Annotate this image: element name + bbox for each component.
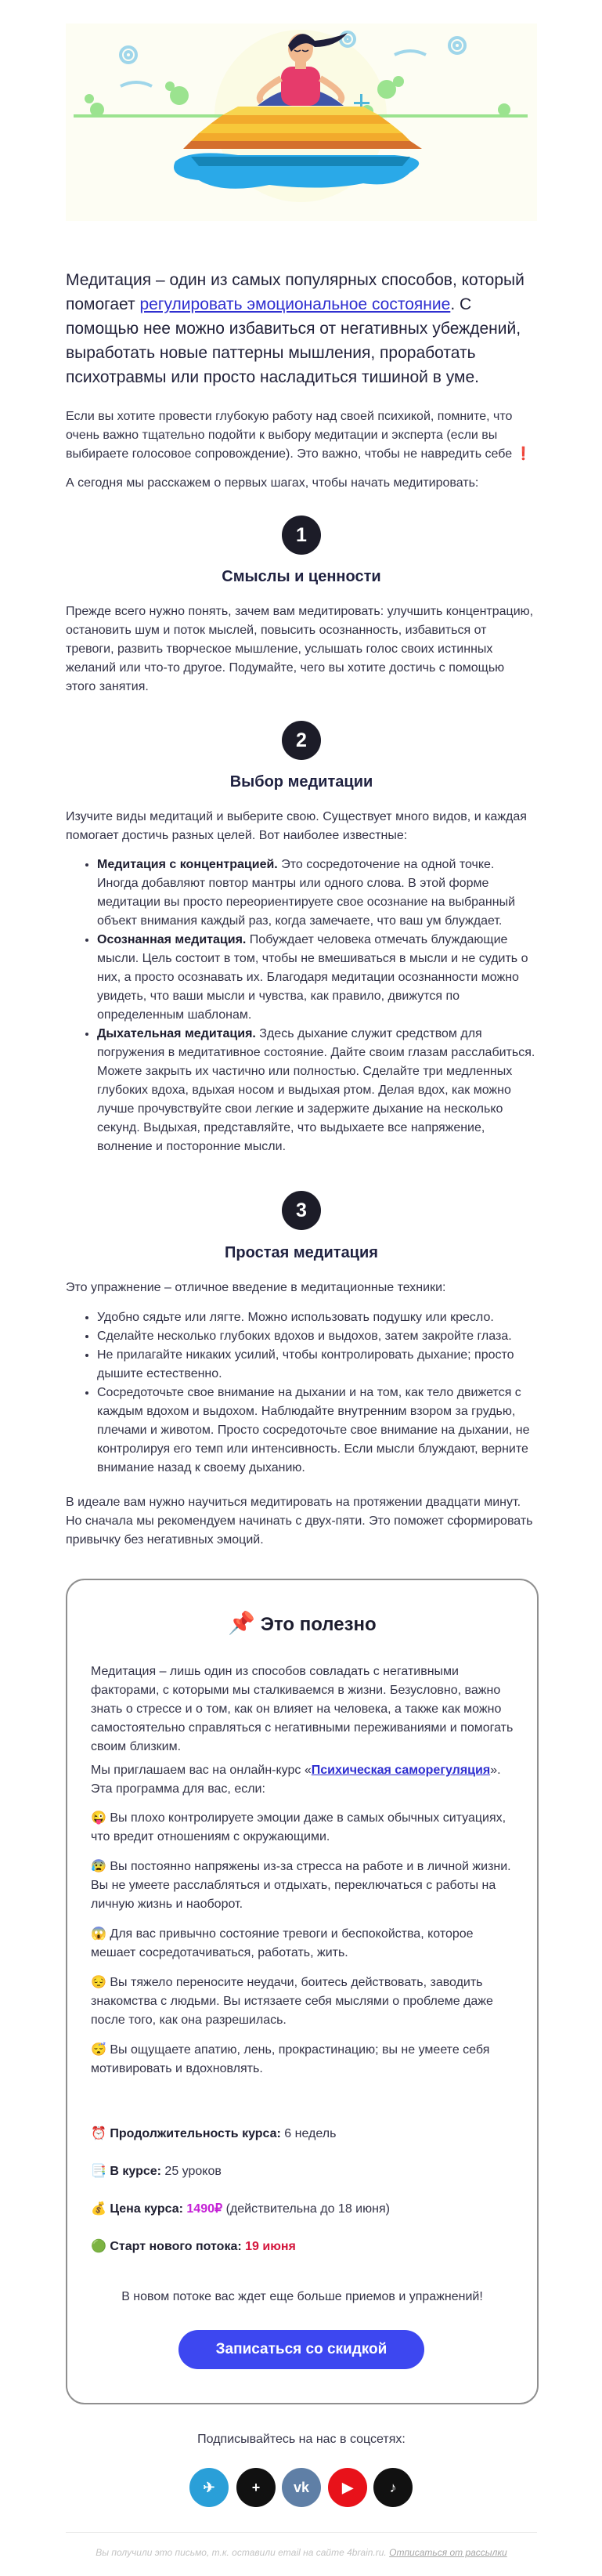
invite-text-start: Мы приглашаем вас на онлайн-курс «: [91, 1764, 312, 1777]
pensive-face-icon: 😔: [91, 1976, 106, 1989]
list-item-text: Здесь дыхание служит средством для погружения в медитативное состояние. Дайте своим глазам расслабиться. Можете закрыть их частично или полностью. Сделайте три медленных глубоких вдоха, вдыхая носом и выдыхая ртом. Делая вдох, как можно лучше прочувствуйте свои легкие и задержите дыхание на несколько секунд. Выдыхая, представляйте, что выдыхаете все напряжение, волнение и посторонние мысли.: [97, 1027, 535, 1153]
list-item-text: Побуждает человека отмечать блуждающие мысли. Цель состоит в том, чтобы не вмешиваться в мысли и не судить о них, а просто осознавать их. Благодаря медитации осознанности можно увидеть, что ваши мысли и чувства, как правило, движутся по определенным шаблонам.: [97, 933, 528, 1022]
list-item: • Удобно сядьте или лягте. Можно использовать подушку или кресло.: [97, 1308, 537, 1327]
list-item: [97, 1025, 537, 1156]
tiktok-icon[interactable]: ♪: [373, 2468, 413, 2507]
lead-text-end: . С помощью нее можно избавиться от негативных убеждений, выработать новые паттерны мышления, проработать психотравмы или просто насладиться тишиной в уме.: [66, 295, 521, 386]
lead-text-start: Медитация – один из самых популярных способов, который помогает: [66, 271, 524, 313]
card-point: [91, 1974, 514, 2030]
sleeping-face-icon: 😴: [91, 2043, 106, 2057]
list-item: [97, 931, 537, 1025]
list-item: • Не прилагайте никаких усилий, чтобы контролировать дыхание; просто дышите естественно.: [97, 1346, 537, 1384]
course-link[interactable]: Психическая саморегуляция: [311, 1764, 491, 1777]
step-number-2: 2: [282, 721, 321, 760]
vk-icon[interactable]: vk: [282, 2468, 321, 2507]
pin-icon: 📌: [228, 1611, 256, 1635]
course-start: [91, 2238, 296, 2256]
section-title-choice: Выбор медитации: [229, 773, 373, 791]
course-duration: [91, 2125, 336, 2144]
lead-paragraph: [66, 268, 537, 389]
card-point-text: Вы плохо контролируете эмоции даже в самых обычных ситуациях, что вредит отношениям с окружающими.: [91, 1811, 506, 1843]
card-point: [91, 1858, 514, 1914]
social-caption: Подписывайтесь на нас в соцсетях:: [197, 2433, 406, 2446]
bookmark-tabs-icon: 📑: [91, 2165, 106, 2178]
list-item-title: Дыхательная медитация.: [97, 1027, 256, 1040]
section-title-meanings: Смыслы и ценности: [222, 568, 381, 585]
alarm-clock-icon: ⏰: [91, 2127, 106, 2140]
list-item: [97, 856, 537, 931]
price-note: (действительна до 18 июня): [222, 2202, 390, 2216]
green-circle-icon: 🟢: [91, 2240, 106, 2253]
first-steps-paragraph: А сегодня мы расскажем о первых шагах, чтобы начать медитировать:: [66, 476, 479, 490]
lessons-label: В курсе:: [110, 2165, 161, 2178]
section-outro-simple: В идеале вам нужно научиться медитировать на протяжении двадцати минут. Но сначала мы рекомендуем начинать с двух-пяти. Это поможет сформировать привычку без негативных эмоций.: [66, 1496, 533, 1547]
footer-divider: [66, 2532, 537, 2533]
card-title: [67, 1610, 537, 1636]
start-value: 19 июня: [241, 2240, 296, 2253]
intro-text: Если вы хотите провести глубокую работу над своей психикой, помните, что очень важно тщательно подойти к выбору медитации и эксперта (если вы выбираете голосовое сопровождение). Это важно, чтобы не навредить себе: [66, 410, 513, 461]
duration-label: Продолжительность курса:: [110, 2127, 281, 2140]
list-item-title: Осознанная медитация.: [97, 933, 247, 946]
hero-illustration: [66, 24, 537, 221]
list-item: • Сделайте несколько глубоких вдохов и выдохов, затем закройте глаза.: [97, 1327, 537, 1346]
card-invite: [91, 1761, 514, 1799]
step-number-3: 3: [282, 1191, 321, 1230]
card-title-text: Это полезно: [260, 1614, 377, 1635]
signup-discount-button[interactable]: Записаться со скидкой: [178, 2330, 424, 2369]
card-point-text: Вы ощущаете апатию, лень, прокрастинацию; вы не умеете себя мотивировать и вдохновлять.: [91, 2043, 490, 2075]
section-title-simple: Простая медитация: [225, 1244, 378, 1261]
footer: [66, 2547, 537, 2558]
card-point: [91, 1809, 514, 1847]
unsubscribe-link[interactable]: Отписаться от рассылки: [389, 2547, 507, 2558]
money-bag-icon: 💰: [91, 2202, 106, 2216]
price-value: 1490₽: [182, 2202, 223, 2216]
winking-face-icon: 😜: [91, 1811, 106, 1825]
anxious-face-icon: 😰: [91, 1860, 106, 1873]
simple-meditation-list: [66, 1308, 537, 1478]
invite-text-end: ». Эта программа для вас, если:: [91, 1764, 501, 1796]
plus-icon[interactable]: +: [236, 2468, 276, 2507]
step-number-1: 1: [282, 516, 321, 555]
card-paragraph: Медитация – лишь один из способов совладать с негативными факторами, с которыми мы сталкиваемся в жизни. Безусловно, важно знать о стрессе и о том, как он влияет на человека, а также как можно самостоятельно справляться с негативными переживаниями и помогать своим близким.: [91, 1665, 514, 1753]
screaming-face-icon: 😱: [91, 1927, 106, 1941]
new-stream-text: В новом потоке вас ждет еще больше приемов и упражнений!: [121, 2290, 483, 2303]
card-point-text: Вы постоянно напряжены из-за стресса на работе и в личной жизни. Вы не умеете расслабляться и отдыхать, переключаться с работы на личную жизнь и наоборот.: [91, 1860, 511, 1911]
meditation-types-list: [66, 856, 537, 1156]
card-point-text: Для вас привычно состояние тревоги и беспокойства, которое мешает сосредотачиваться, работать, жить.: [91, 1927, 474, 1959]
card-point: [91, 2041, 514, 2079]
card-point: [91, 1925, 514, 1963]
intro-paragraph: [66, 407, 537, 464]
list-item-text: Это сосредоточение на одной точке. Иногда добавляют повтор мантры или одного слова. В этой форме медитации вы просто переориентируете свое осознание на выбранный объект внимания каждый раз, когда замечаете, что ваш ум блуждает.: [97, 858, 516, 928]
meditating-woman-illustration: [66, 24, 537, 221]
section-text-simple: Это упражнение – отличное введение в медитационные техники:: [66, 1281, 446, 1294]
lessons-value: 25 уроков: [160, 2165, 222, 2178]
card-point-text: Вы тяжело переносите неудачи, боитесь действовать, заводить знакомства с людьми. Вы истязаете себя мыслями о проблеме даже после того, как она разрешилась.: [91, 1976, 493, 2027]
list-item: • Сосредоточьте свое внимание на дыхании и на том, как тело движется с каждым вдохом и выдохом. Наблюдайте внутренним взором за грудью, плечами и животом. Просто сосредоточьте свое внимание на дыхании, не контролируя его темп или интенсивность. Если мысли блуждают, верните внимание назад к своему дыханию.: [97, 1384, 537, 1478]
footer-text: Вы получили это письмо, т.к. оставили email на сайте 4brain.ru.: [96, 2547, 390, 2558]
section-text-meanings: Прежде всего нужно понять, зачем вам медитировать: улучшить концентрацию, остановить шум и поток мыслей, повысить осознанность, избавиться от тревоги, развить творческое мышление, услышать голос своих истинных желаний или что-то другое. Подумайте, чего вы хотите достичь с помощью этого занятия.: [66, 605, 534, 693]
price-label: Цена курса:: [110, 2202, 183, 2216]
emotional-state-link[interactable]: регулировать эмоциональное состояние: [139, 295, 451, 313]
youtube-icon[interactable]: ▶: [328, 2468, 367, 2507]
course-price: [91, 2200, 390, 2219]
section-text-choice: Изучите виды медитаций и выберите свою. Существует много видов, и каждая помогает достичь разных целей. Вот наиболее известные:: [66, 810, 527, 842]
telegram-icon[interactable]: ✈: [189, 2468, 229, 2507]
exclamation-icon: ❗: [515, 447, 532, 461]
course-lessons: [91, 2162, 222, 2181]
list-item-title: Медитация с концентрацией.: [97, 858, 278, 871]
duration-value: 6 недель: [280, 2127, 337, 2140]
useful-card: [66, 1579, 539, 2404]
start-label: Старт нового потока:: [110, 2240, 242, 2253]
